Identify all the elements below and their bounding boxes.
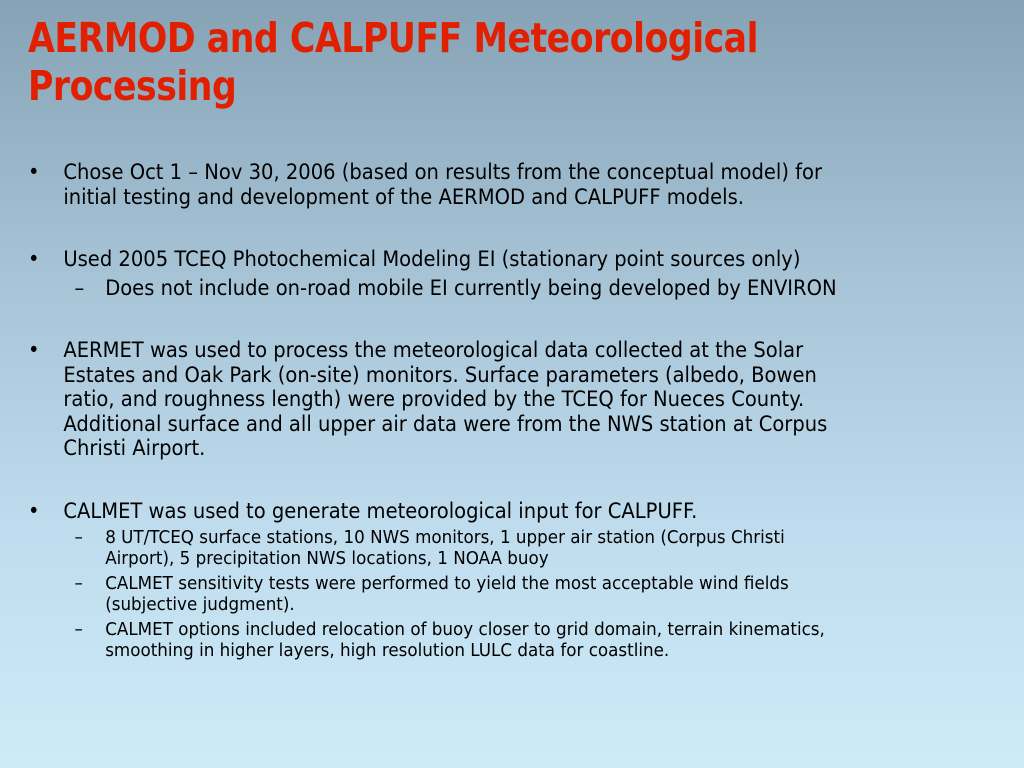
bullet-4-sub-3 (28, 619, 998, 661)
bullet-1-line-2: initial testing and development of the AERMOD and CALPUFF models. (63, 184, 744, 209)
dash-icon: – (74, 527, 83, 548)
bullet-2-sub-1 (28, 276, 998, 301)
bullet-3-line-1: AERMET was used to process the meteorological data collected at the Solar (63, 338, 804, 362)
title-line-2: Processing (28, 62, 237, 110)
bullet-4-sub-3-line-2: smoothing in higher layers, high resolution LULC data for coastline. (105, 640, 670, 661)
bullet-4-sub-1-line-1: 8 UT/TCEQ surface stations, 10 NWS monitors, 1 upper air station (Corpus Christi (105, 527, 785, 548)
bullet-3-line-4: Additional surface and all upper air data were from the NWS station at Corpus (63, 411, 828, 436)
bullet-icon: • (28, 498, 40, 523)
bullet-1-line-1: Chose Oct 1 – Nov 30, 2006 (based on results from the conceptual model) for (63, 160, 823, 184)
bullet-2-text: Used 2005 TCEQ Photochemical Modeling EI (stationary point sources only) (63, 247, 801, 271)
bullet-4-sub-2 (28, 573, 998, 615)
bullet-3-line-2: Estates and Oak Park (on-site) monitors. Surface parameters (albedo, Bowen (63, 362, 817, 387)
slide-title (28, 14, 949, 110)
bullet-4-sub-2-line-1: CALMET sensitivity tests were performed to yield the most acceptable wind fields (105, 573, 789, 594)
bullet-icon: • (28, 338, 40, 362)
dash-icon: – (74, 619, 83, 640)
bullet-2-sub-1-text: Does not include on-road mobile EI currently being developed by ENVIRON (105, 275, 837, 300)
bullet-2 (28, 247, 993, 272)
dash-icon: – (74, 573, 83, 594)
bullet-3-line-5: Christi Airport. (63, 436, 206, 460)
bullet-3-line-3: ratio, and roughness length) were provided by the TCEQ for Nueces County. (63, 387, 805, 411)
bullet-1 (28, 160, 993, 209)
dash-icon: – (74, 275, 85, 300)
title-line-1: AERMOD and CALPUFF Meteorological (28, 14, 758, 62)
bullet-3 (28, 338, 993, 461)
bullet-4-sub-1-line-2: Airport), 5 precipitation NWS locations, 1 NOAA buoy (105, 548, 549, 569)
bullet-4-sub-1 (28, 527, 998, 569)
bullet-4-sub-2-line-2: (subjective judgment). (105, 594, 295, 615)
bullet-4 (28, 499, 993, 524)
bullet-icon: • (28, 247, 40, 271)
bullet-icon: • (28, 160, 40, 184)
bullet-4-sub-3-line-1: CALMET options included relocation of buoy closer to grid domain, terrain kinematics, (105, 619, 825, 640)
bullet-4-text: CALMET was used to generate meteorological input for CALPUFF. (63, 498, 698, 523)
slide-body (28, 160, 988, 661)
